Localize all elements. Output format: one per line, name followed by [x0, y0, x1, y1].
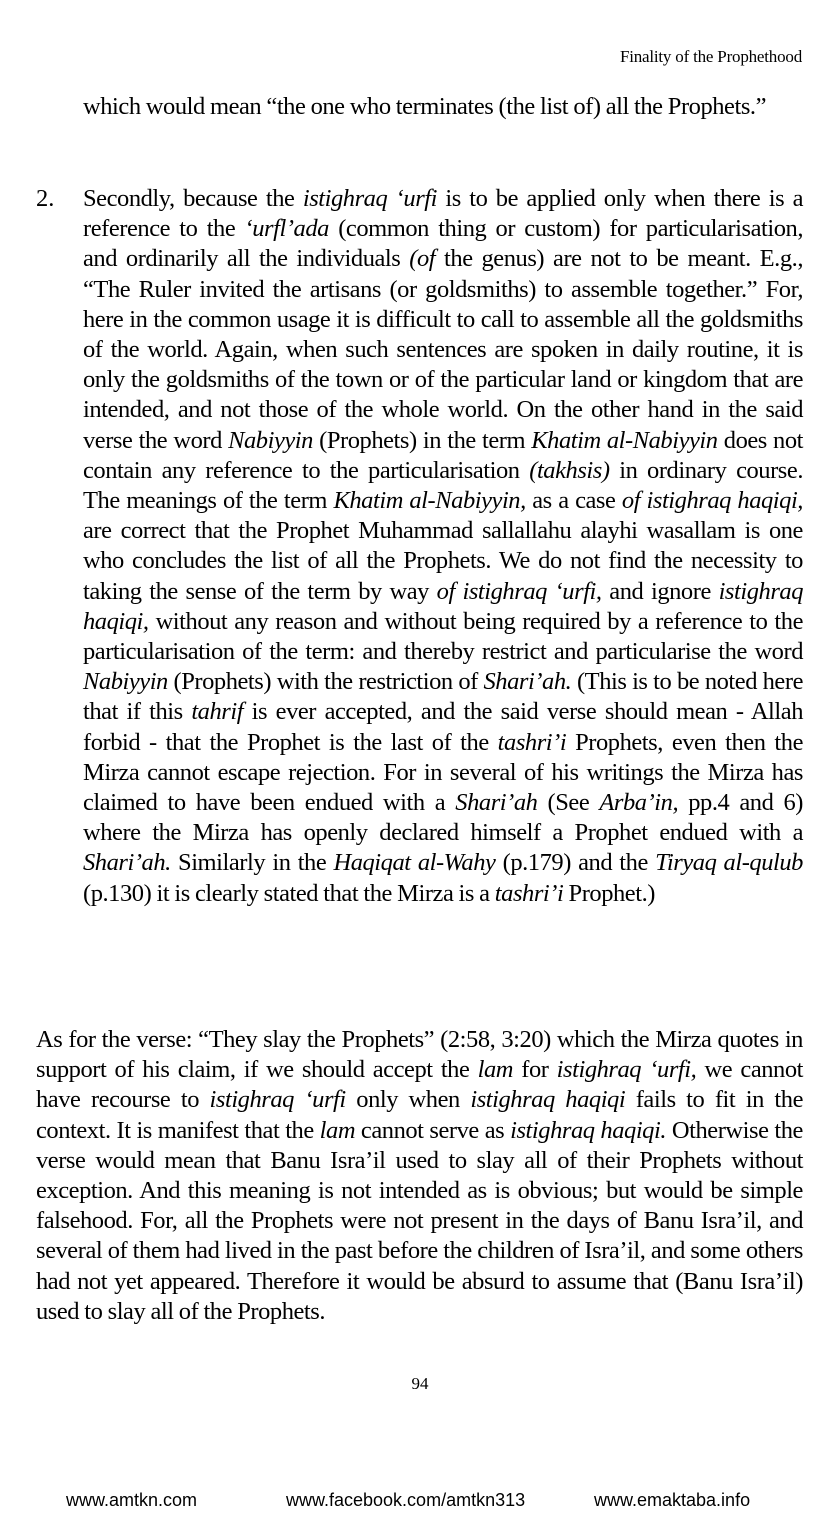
text-span: (This is to be noted here that if this [83, 668, 803, 726]
text-span: Secondly, because the [83, 185, 303, 212]
italic-term: istighraq ‘urfi [209, 1086, 346, 1114]
italic-term: tashri’i [494, 879, 564, 907]
italic-term: Nabiyyin [83, 668, 168, 696]
text-span: are correct that the Prophet Muhammad sallallahu alayhi wasallam is one who concludes the list of all the Prophets. We do not find the necessity to taking the sense of the term by way [83, 517, 803, 605]
text-span: without any reason and without being required by a reference to the particularisation of the term: and thereby restrict and particularise the word [83, 607, 803, 666]
footer-link-emaktaba[interactable]: www.emaktaba.info [594, 1490, 751, 1510]
italic-term: Khatim al-Nabiyyin [531, 426, 718, 454]
text-span: (See [537, 789, 600, 817]
italic-term: istighraq haqiqi, [83, 577, 804, 635]
text-span: is ever accepted, and the said verse should mean - Allah forbid - that the Prophet is the last of the [83, 698, 803, 756]
italic-term: (takhsis) [529, 456, 610, 484]
italic-term: tahrif [191, 698, 244, 726]
text-span: and ignore [601, 577, 719, 605]
text-span: in ordinary course. The meanings of the term [83, 456, 803, 515]
text-span: the genus) are not to be meant. E.g., “The Ruler invited the artisans (or goldsmiths) to assemble together.” For, here in the common usage it is difficult to call to assemble all the goldsmiths of the world. Again, when such sentences are spoken in daily routine, it is only the goldsmiths of the town or of the particular land or kingdom that are intended, and not those of the whole world. On the other hand in the said verse the word [83, 245, 804, 454]
paragraph-verse-discussion [36, 1025, 803, 1327]
text-span: does not contain any reference to the particularisation [83, 426, 804, 484]
italic-term: istighraq haqiqi. [510, 1116, 667, 1144]
text-span: (common thing or custom) for particularisation, and ordinarily all the individuals [83, 215, 804, 273]
italic-term: ‘urfl’ada [244, 215, 329, 243]
paragraph-continuation [83, 92, 803, 122]
italic-term: istighraq ‘urfi [302, 185, 437, 212]
italic-term: Arba’in, [599, 789, 679, 817]
italic-term: Khatim al-Nabiyyin, [333, 487, 526, 515]
text-span: cannot serve as [355, 1116, 511, 1144]
italic-term: of istighraq haqiqi, [621, 487, 803, 515]
italic-term: Tiryaq al-qulub [655, 849, 803, 877]
page-number: 94 [411, 1374, 429, 1393]
text-span: is to be applied only when there is a reference to the [83, 185, 804, 243]
italic-term: istighraq ‘urfi, [556, 1056, 697, 1084]
italic-term: Shari’ah [455, 789, 538, 817]
text-span: (Prophets) in the term [312, 426, 532, 454]
text-span: Otherwise the verse would mean that Banu Isra’il used to slay all of their Prophets without exception. And this meaning is not intended as is obvious; but would be simple falsehood. For, all the Prophets were not present in the days of Banu Isra’il, and several of them had lived in the past before the children of Isra’il, and some others had not yet appeared. Therefore it would be absurd to assume that (Banu Isra’il) used to slay all of the Prophets. [36, 1116, 803, 1325]
footer [0, 1490, 840, 1514]
list-item-number: 2. [36, 185, 55, 212]
text-span: only when [345, 1086, 471, 1114]
italic-term: Shari’ah. [83, 849, 171, 877]
italic-term: of istighraq ‘urfi, [436, 577, 602, 605]
italic-term: istighraq haqiqi [470, 1086, 626, 1114]
text-span: fails to fit in the context. It is manifest that the [36, 1086, 804, 1144]
text-span: As for the verse: “They slay the Prophets” (2:58, 3:20) which the Mirza quotes in support of his claim, if we should accept the [36, 1026, 803, 1084]
footer-link-facebook[interactable]: www.facebook.com/amtkn313 [286, 1490, 526, 1510]
list-item-paragraph [83, 184, 803, 909]
italic-term: Nabiyyin [228, 426, 313, 454]
text-span: for [513, 1056, 557, 1084]
footer-link-amtkn[interactable]: www.amtkn.com [66, 1490, 198, 1510]
text-span: which would mean “the one who terminates (the list of) all the Prophets.” [83, 93, 767, 120]
text-span: as a case [525, 487, 622, 515]
running-head: Finality of the Prophethood [619, 47, 802, 66]
text-span: (p.179) and the [495, 849, 656, 877]
italic-term: lam [477, 1056, 514, 1084]
italic-term: (of [409, 245, 436, 273]
italic-term: lam [319, 1116, 356, 1144]
text-span: (Prophets) with the restriction of [167, 668, 484, 696]
text-span: Similarly in the [170, 849, 334, 877]
text-span: pp.4 and 6) where the Mirza has openly declared himself a Prophet endued with a [83, 789, 803, 847]
text-span: we cannot have recourse to [36, 1056, 803, 1114]
text-span: Prophet.) [563, 879, 655, 907]
text-span: (p.130) it is clearly stated that the Mirza is a [83, 879, 495, 907]
text-span: Prophets, even then the Mirza cannot escape rejection. For in several of his writings the Mirza has claimed to have been endued with a [83, 728, 803, 817]
italic-term: tashri’i [497, 728, 567, 756]
italic-term: Haqiqat al-Wahy [333, 849, 496, 877]
italic-term: Shari’ah. [483, 668, 572, 696]
